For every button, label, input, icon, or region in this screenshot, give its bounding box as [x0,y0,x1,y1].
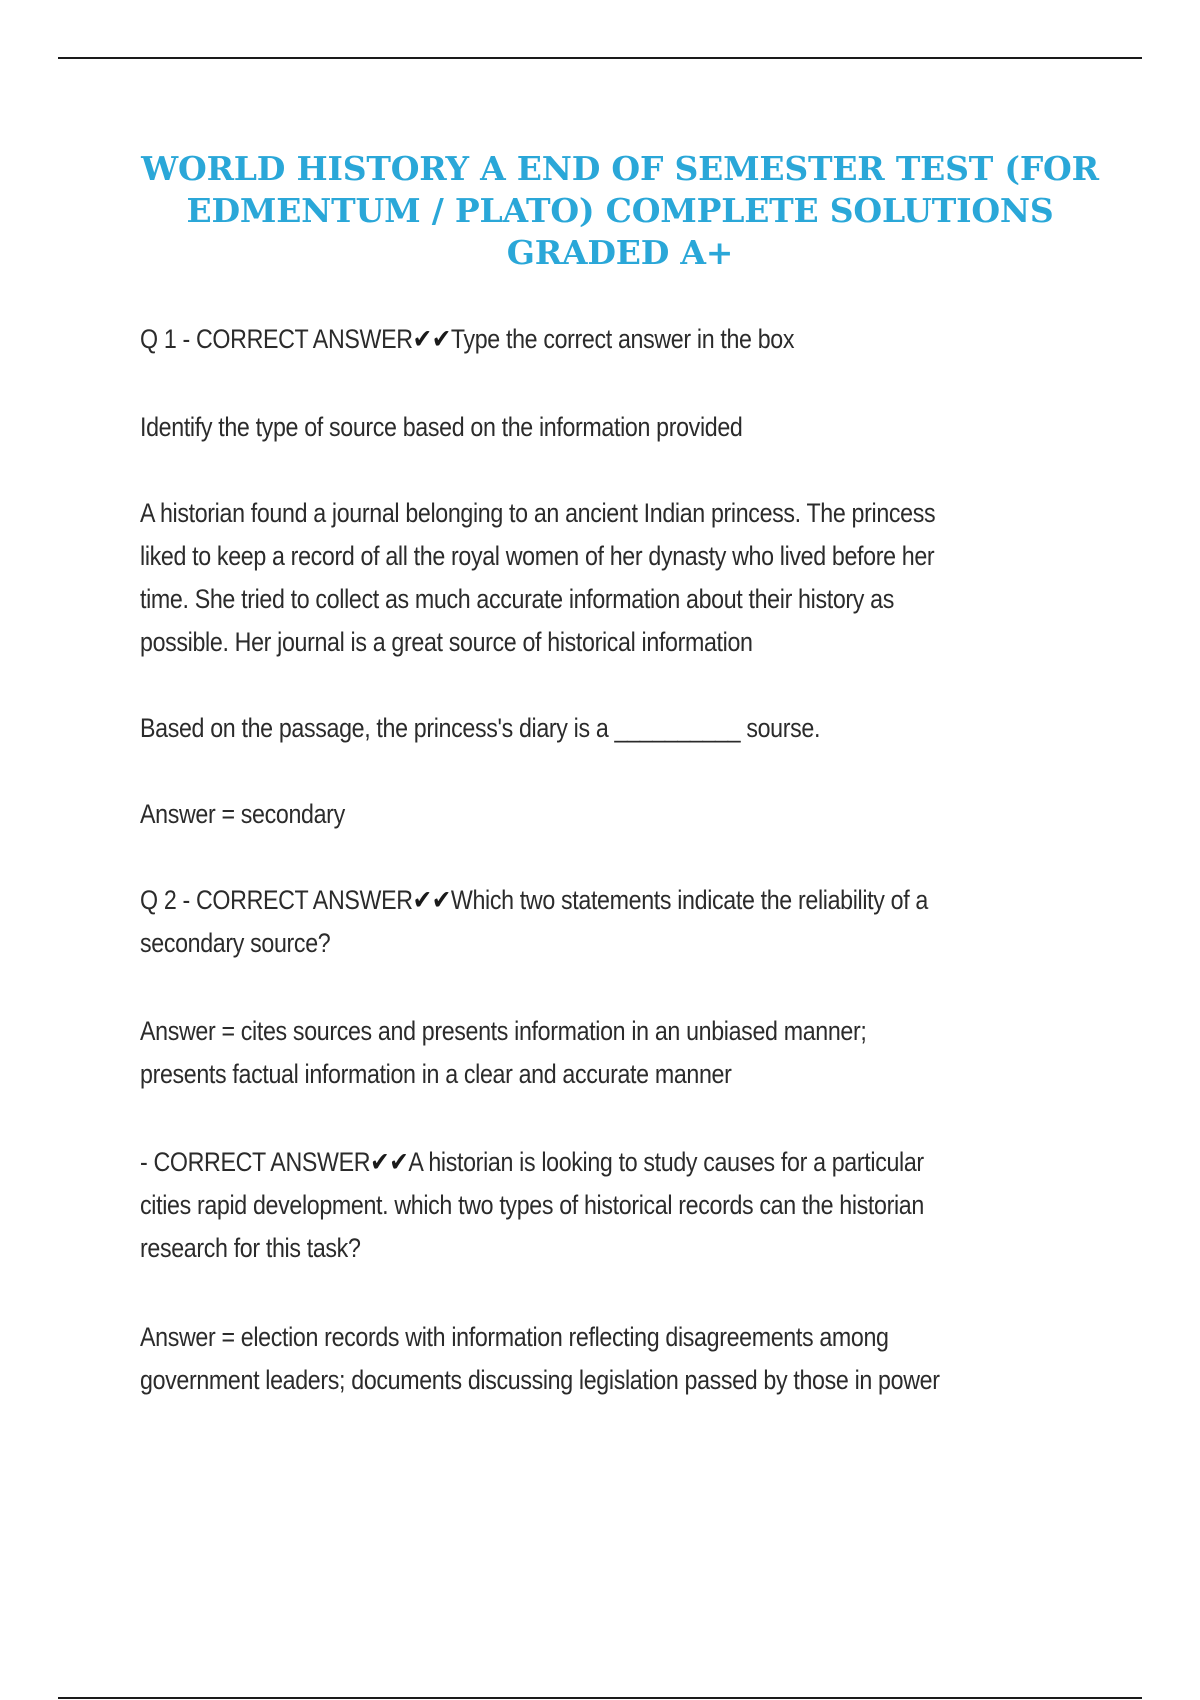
q3-answer: Answer = election records with information reflecting disagreements among government leaders; documents discussing legislation passed by those in power [140,1322,940,1395]
passage-line: possible. Her journal is a great source of historical information [140,627,753,657]
passage-line: liked to keep a record of all the royal women of her dynasty who lived before her [140,541,935,571]
title-line-3: GRADED A+ [506,233,734,272]
checkmark-icon: ✔✔ [412,324,451,355]
passage-line: time. She tried to collect as much accurate information about their history as [140,584,894,614]
top-rule [58,57,1142,59]
q2-text-continued: secondary source? [140,928,331,958]
checkmark-icon: ✔✔ [370,1147,409,1178]
q3-heading [140,1141,1080,1270]
checkmark-icon: ✔✔ [412,885,451,916]
q1-instruction: Identify the type of source based on the information provided [140,412,743,442]
bottom-rule [58,1697,1142,1699]
document-title [140,148,1100,274]
title-line-2: EDMENTUM / PLATO) COMPLETE SOLUTIONS [186,191,1054,230]
passage-line: A historian found a journal belonging to an ancient Indian princess. The princess [140,498,936,528]
q1-text: Type the correct answer in the box [450,324,795,354]
q2-prefix: Q 2 - CORRECT ANSWER [140,885,413,915]
q3-prefix: - CORRECT ANSWER [140,1147,371,1177]
q3-text-continued: cities rapid development. which two types of historical records can the historian [140,1190,924,1220]
q1-heading [140,318,1080,361]
q2-answer: Answer = cites sources and presents information in an unbiased manner; presents factual information in a clear and accurate manner [140,1016,867,1089]
q1-passage [140,492,1080,664]
q2-heading [140,879,1080,965]
q3-text-continued: research for this task? [140,1233,361,1263]
q1-prompt: Based on the passage, the princess's diary is a __________ sourse. [140,713,821,743]
q3-text: A historian is looking to study causes for a particular [408,1147,924,1177]
q2-text: Which two statements indicate the reliability of a [450,885,928,915]
title-line-1: WORLD HISTORY A END OF SEMESTER TEST (FOR [141,149,1099,188]
q1-prefix: Q 1 - CORRECT ANSWER [140,324,413,354]
q1-answer: Answer = secondary [140,799,345,829]
